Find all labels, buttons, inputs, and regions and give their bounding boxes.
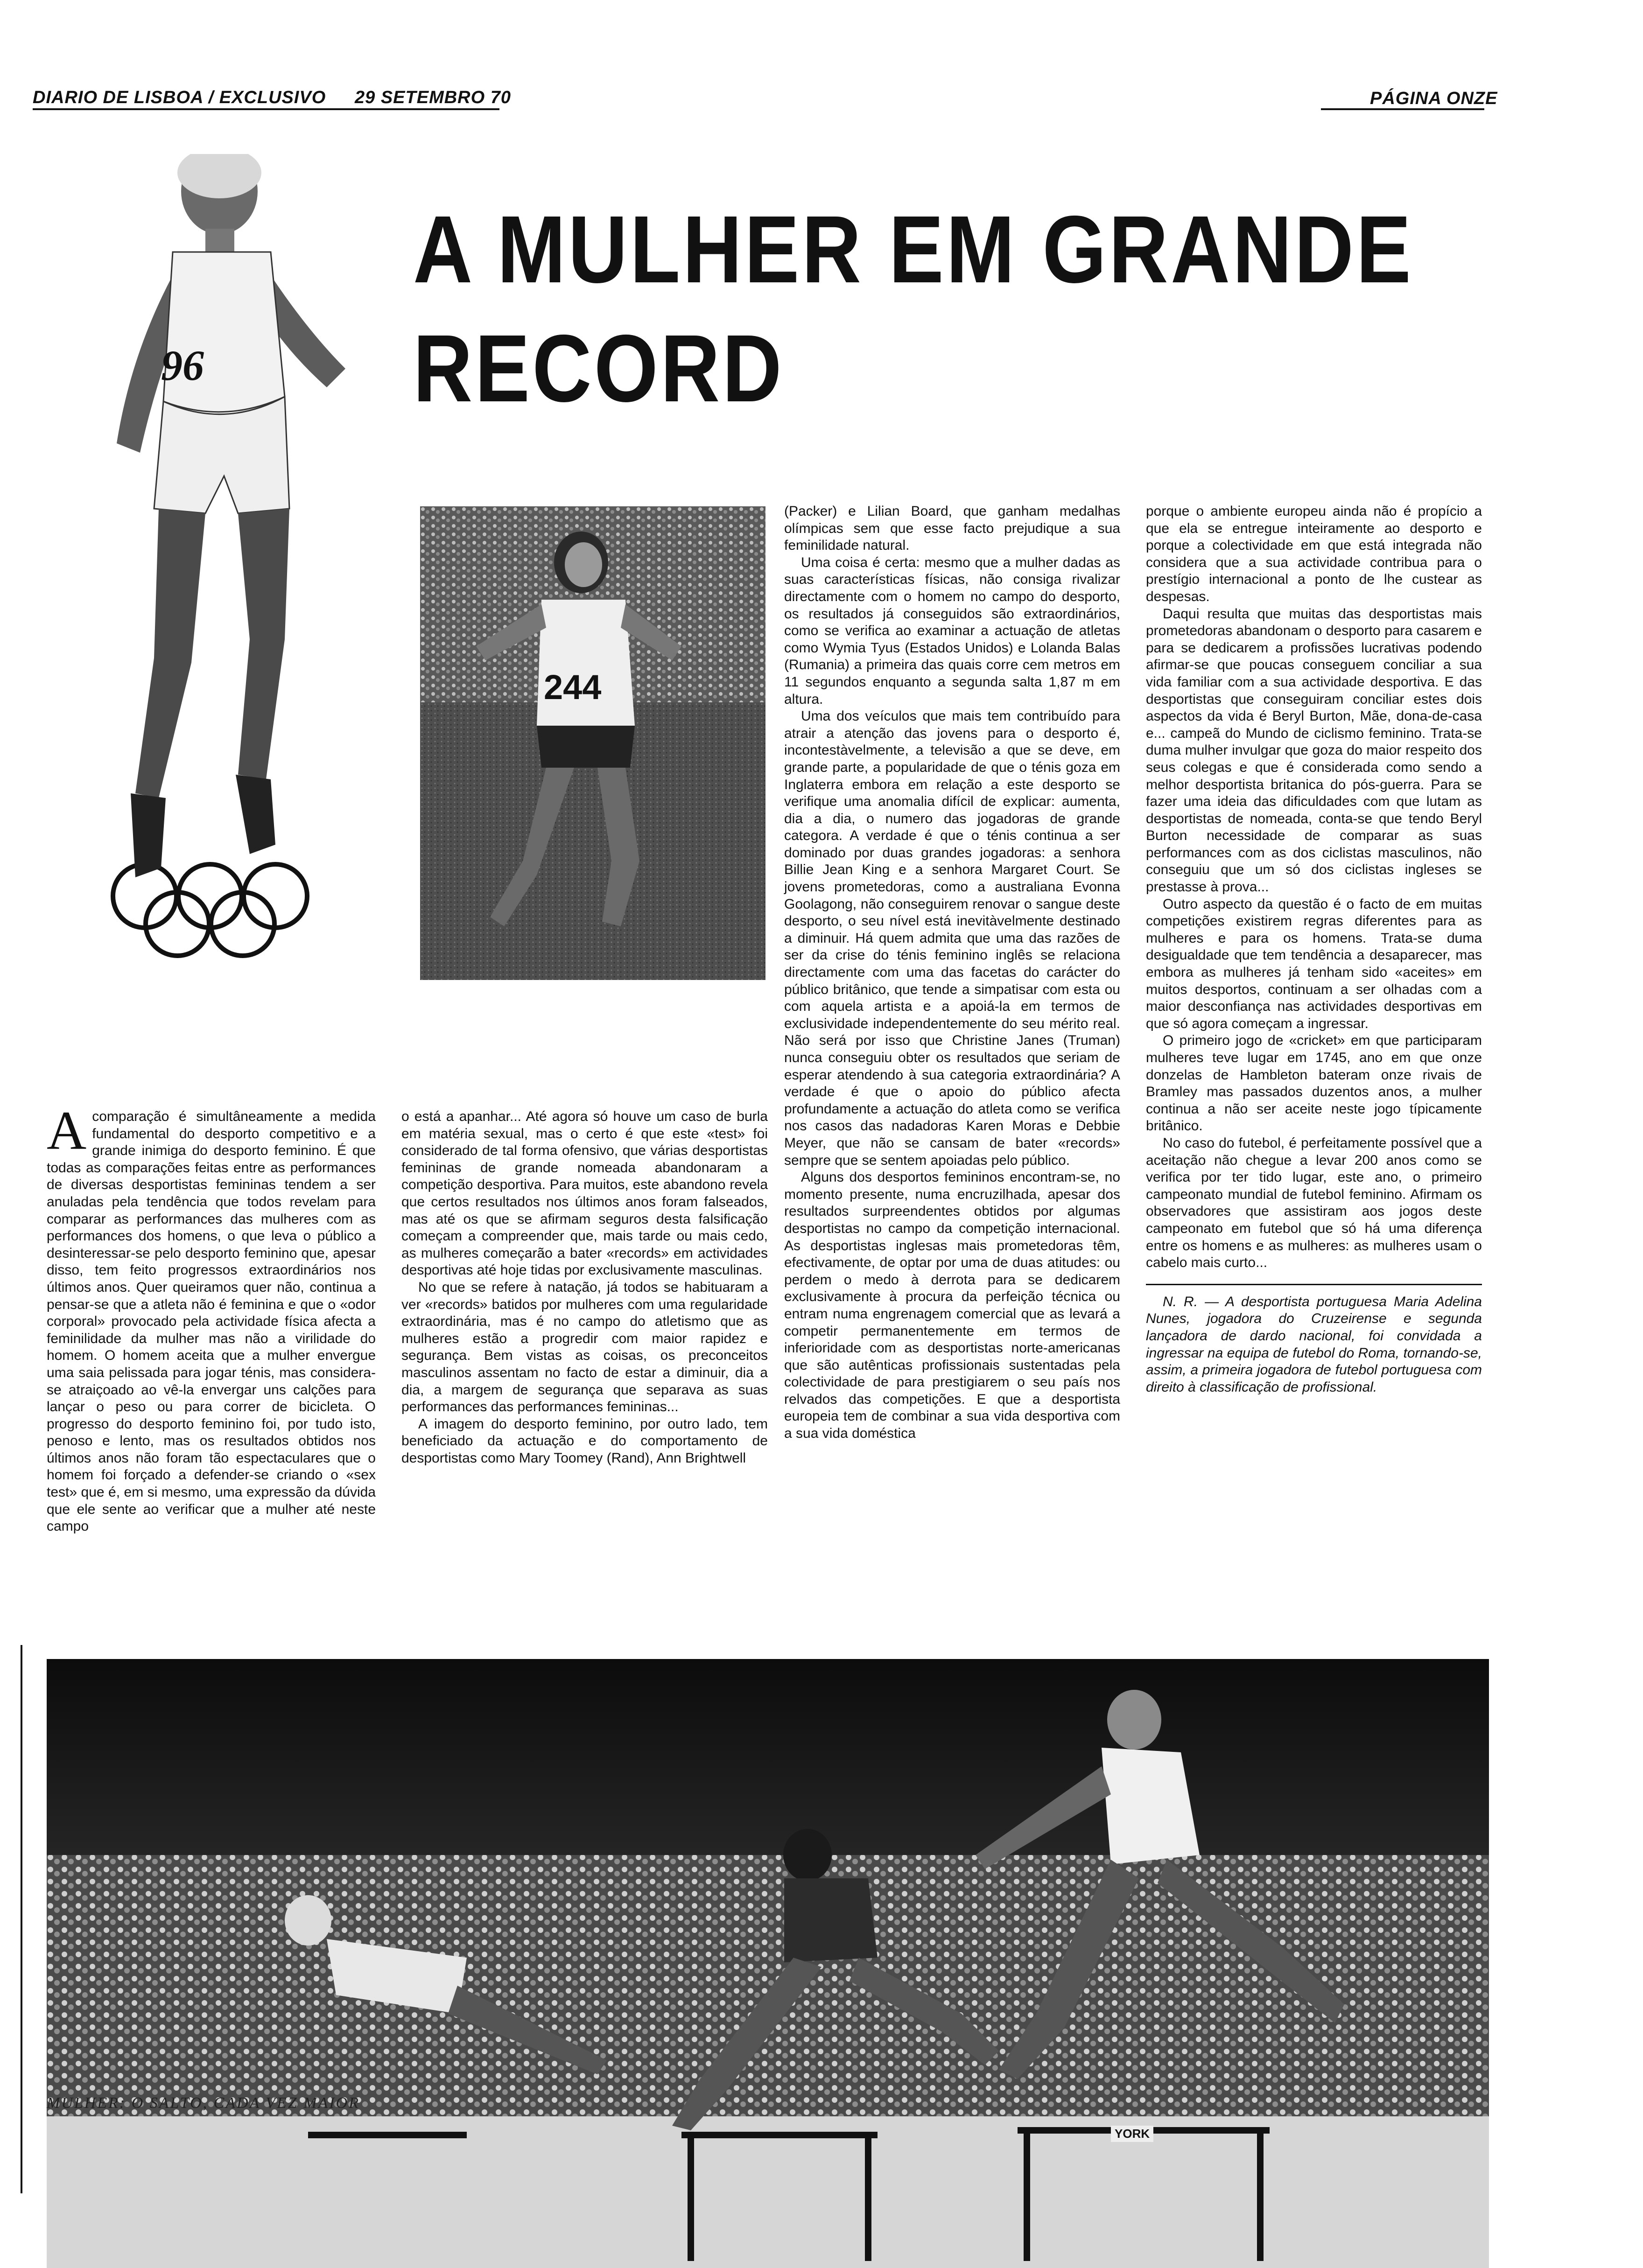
col3-paragraph-3: Uma dos veículos que mais tem contribuído para atrair a atenção das jovens para o desporto é, incontestàvelmente, a televisão a que se deve, em grande parte, a popularidade de que o ténis goza em Inglaterra embora em relação a este desporto se verifique uma anomalia difícil de explicar: aumenta, dia a dia, o numero das jogadoras de grande categora. A verdade é que o ténis continua a ser dominado por duas grandes jogadoras: a senhora Billie Jean King e a senhora Margaret Court. Se jovens prometedoras, como a australiana Evonna Goolagong, não conseguirem renovar o sangue deste desporto, o seu nível está inevitàvelmente destinado a diminuir. Há quem admita que uma das razões de ser da crise do ténis feminino inglês se relaciona directamente com uma das facetas do carácter do público britânico, que tende a simpatisar com esta ou com aquela artista e a apoiá-la em termos de exclusividade independentemente do seu mérito real. Não será por isso que Christine Janes (Truman) nunca conseguiu obter os resultados que seriam de esperar atendendo à sua categoria extraordinária? A verdade é que o apoio do público afecta profundamente a actuação do atleta como se verifica nos casos das nadadoras Karen Moras e Debbie Meyer, que não se cansam de bater «records» sempre que se sentem apoiadas pelo público. [784, 708, 1120, 1168]
col3-paragraph-4: Alguns dos desportos femininos encontram-se, no momento presente, numa encruzilhada, apesar dos resultados surpreendentes obtidos por algumas desportistas no campo da competição internacional. As desportistas inglesas mais prometedoras têm, efectivamente, de optar por uma de duas atitudes: ou perdem o medo à derrota para se dedicarem exclusivamente à procura da perfeição técnica ou entram numa engrenagem comercial que as levará a competir permanentemente em termos de inferioridade com as desportistas norte-americanas que são autênticas profissionais sustentadas pela colectividade de para prestigiarem o seu país nos relvados das competições. E que a desportista europeia tem de combinar a sua vida desportiva com a sua vida doméstica [784, 1169, 1120, 1442]
col1-paragraph-1: comparação é simultâneamente a medida fundamental do desporto competitivo e a grande inimiga do desporto feminino. É que todas as comparações feitas entre as performances de diversas desportistas femininas tendem a ser anuladas pela tendência que todos revelam para comparar as performances das mulheres com as performances dos homens, o que leva o público a desinteressar-se pelo desporto feminino que, apesar disso, tem feito progressos extraordinários nos últimos anos. Quer queiramos quer não, continua a pensar-se que a atleta não é feminina e que o «odor corporal» provocado pela actividade física afecta a feminilidade da mulher mas não a virilidade do homem. O homem aceita que a mulher envergue uma saia pelissada para jogar ténis, mas considera-se atraiçoado ao vê-la envergar uns calções para lançar o peso ou para correr de bicicleta. O progresso do desporto feminino foi, por tudo isto, penoso e lento, mas os resultados obtidos nos últimos anos não foram tão espectaculares que o homem foi forçado a defender-se criando o «sex test» que é, em si mesmo, uma expressão da dúvida que ele sente ao verificar que a mulher até neste campo [47, 1109, 376, 1534]
article-column-4 [1146, 503, 1482, 1396]
col4-paragraph-1: porque o ambiente europeu ainda não é propício a que ela se entregue inteiramente ao desporto e porque a colectividade em que está integrada não considera que a sua actividade contribua para o prestígio internacional a ponto de lhe custear as despesas. [1146, 504, 1482, 604]
header-publication: DIARIO DE LISBOA / EXCLUSIVO [33, 88, 326, 107]
headline-line-1: A MULHER EM GRANDE [413, 196, 1414, 303]
hurdles-photo [47, 1659, 1489, 2268]
col2-paragraph-3: A imagem do desporto feminino, por outro lado, tem beneficiado da actuação e do comportamento de desportistas como Mary Toomey (Rand), Ann Brightwell [401, 1416, 768, 1466]
col4-paragraph-4: O primeiro jogo de «cricket» em que participaram mulheres teve lugar em 1745, ano em que onze donzelas de Hambleton bateram onze rivais de Bramley mas passados duzentos anos, a mulher continua a não ser aceite neste jogo típicamente britânico. [1146, 1033, 1482, 1134]
runner-244-bib-number: 244 [544, 668, 602, 707]
editor-note: N. R. — A desportista portuguesa Maria Adelina Nunes, jogadora do Cruzeirense e segunda lançadora de dardo nacional, foi convidada a ingressar na equipa de futebol do Roma, tornando-se, assim, a primeira jogadora de futebol portuguesa com direito à classificação de profissional. [1146, 1294, 1482, 1395]
article-column-1 [47, 1100, 376, 1535]
header-page-number: PÁGINA ONZE [1370, 89, 1498, 108]
col4-paragraph-3: Outro aspecto da questão é o facto de em muitas competições existirem regras diferentes para as mulheres e para os homens. Trata-se duma desigualdade que tem tendência a desaparecer, mas embora as mulheres já tenham sido «aceites» em muitos desportos, continuam a ser olhadas com a maior desconfiança nas actividades desportivas em que só agora começam a ingressar. [1146, 896, 1482, 1031]
photo-caption: MULHER: O SALTO, CADA VEZ MAIOR [47, 2094, 360, 2112]
col2-paragraph-1: o está a apanhar... Até agora só houve um caso de burla em matéria sexual, mas o certo é que este «test» foi considerado de tal forma ofensivo, que várias desportistas femininas de grande nomeada abandonaram a competição desportiva. Para muitos, este abandono revela que certos resultados nos últimos anos foram falseados, mas até os que se afirmam seguros desta falsificação começam a compreender que, mais tarde ou mais cedo, as mulheres começarão a bater «records» em actividades desportivas até hoje tidas por exclusivamente masculinas. [401, 1109, 768, 1278]
runner-bib-number: 96 [161, 342, 204, 389]
runner-photo [65, 154, 369, 961]
headline-line-2: RECORD [413, 315, 784, 422]
header-rule-right [1321, 108, 1484, 110]
drop-cap: A [47, 1100, 87, 1161]
header-date: 29 SETEMBRO 70 [355, 88, 511, 107]
col2-paragraph-2: No que se refere à natação, já todos se habituaram a ver «records» batidos por mulheres com uma regularidade extraordinária, mas é no campo do atletismo que as mulheres estão a progredir com maior rapidez e segurança. Bem vistas as coisas, os preconceitos masculinos assentam no facto de estar a diminuir, dia a dia, a margem de segurança que separava as suas performances das performances femininas... [401, 1279, 768, 1415]
article-column-2 [401, 1108, 768, 1467]
col3-paragraph-2: Uma coisa é certa: mesmo que a mulher dadas as suas características físicas, não consiga rivalizar directamente com o homem no campo do desporto, os resultados já conseguidos são extraordinários, como se verifica ao examinar a actuação de atletas como Wymia Tyus (Estados Unidos) e Lolanda Balas (Rumania) a primeira das quais corre cem metros em 11 segundos enquanto a segunda salta 1,87 m em altura. [784, 554, 1120, 707]
col4-paragraph-2: Daqui resulta que muitas das desportistas mais prometedoras abandonam o desporto para casarem e para se dedicarem a profissões lucrativas podendo afirmar-se que poucas conseguem conciliar a sua vida familiar com a sua actividade desportiva. E das desportistas que conseguiram conciliar estes dois aspectos da vida é Beryl Burton, Mãe, dona-de-casa e... campeã do Mundo de ciclismo feminino. Trata-se duma mulher invulgar que goza do maior respeito dos seus colegas e que é considerada como sendo a melhor desportista britanica do pós-guerra. Para se fazer uma ideia das dificuldades com que lutam as desportistas de nomeada, conta-se que tendo Beryl Burton necessidade de comparar as suas performances com as dos ciclistas masculinos, não conseguiu que um só dos ciclistas ingleses se prestasse à prova... [1146, 606, 1482, 895]
header-rule-left [33, 108, 499, 110]
editor-note-rule [1146, 1284, 1482, 1285]
left-margin-rule [21, 1645, 22, 2193]
col4-paragraph-5: No caso do futebol, é perfeitamente possível que a aceitação não chegue a levar 200 anos como se verifica por ter tido lugar, este ano, o primeiro campeonato mundial de futebol feminino. Afirmam os observadores que assistiram aos jogos deste campeonato em futebol que só há uma diferença entre os homens e as mulheres: as mulheres usam o cabelo mais curto... [1146, 1135, 1482, 1271]
col3-paragraph-1: (Packer) e Lilian Board, que ganham medalhas olímpicas sem que esse facto prejudique a sua feminilidade natural. [784, 504, 1120, 553]
article-column-3 [784, 503, 1120, 1442]
runner-244-photo [420, 506, 765, 980]
track-sign: YORK [1111, 2126, 1153, 2142]
